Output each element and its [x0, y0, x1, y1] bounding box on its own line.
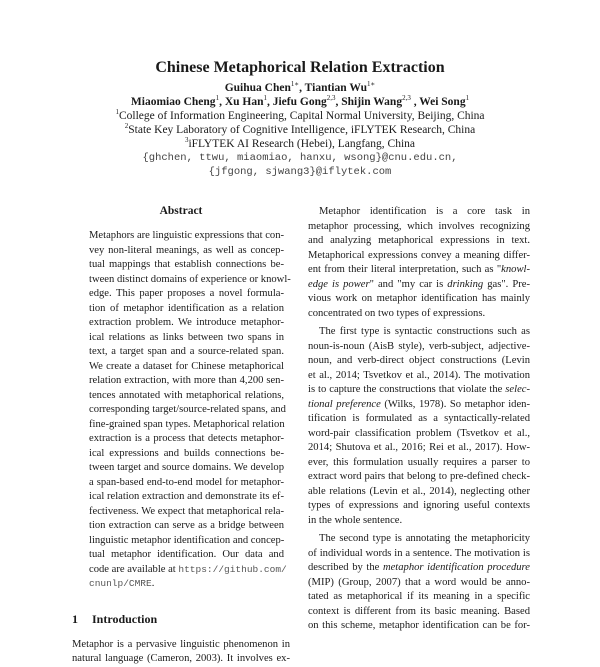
body-line: on this scheme, metaphor identification can be for-: [308, 620, 530, 631]
author-name: Tiantian Wu: [304, 82, 368, 94]
italic-run: metaphor identification procedure: [382, 562, 530, 573]
affiliation-2: [60, 123, 540, 137]
paragraph-first-type: [308, 325, 530, 528]
body-line: Metaphorical expressions convey a meaning differ-: [308, 249, 530, 261]
italic-run: selec-: [505, 384, 530, 395]
affiliation-sup: 1: [115, 108, 119, 116]
abstract-line: extraction is a process that detects metaphor-: [89, 433, 284, 444]
author-name: Xu Han: [224, 96, 264, 108]
abstract-line: Metaphors are linguistic expressions that con-: [89, 230, 285, 241]
abstract-line: tween target and source domains. We develop: [89, 462, 284, 473]
body-line: 2014; Shutova et al., 2016; Rei et al., 2017). How-: [308, 442, 530, 453]
authors-line-1: Guihua Chen$^{1∗}$, Tiantian $Wu^{1∗}$: [224, 80, 376, 94]
paragraph-metaphor-identification: [308, 205, 530, 321]
paper-header: [60, 58, 540, 179]
equal-contribution-mark: ∗: [294, 80, 300, 88]
body-line: metaphor processing, which involves recognizing: [308, 220, 530, 232]
email-line-1: {ghchen, ttwu, miaomiao, hanxu, wsong}@cnu.edu.cn,: [142, 152, 458, 164]
author-affiliation-sup: 1: [290, 80, 295, 88]
author-name: Wei Song: [419, 96, 466, 108]
abstract-line: fine-grained span types. Metaphorical relation: [89, 418, 285, 430]
author-name: Miaomiao Cheng: [130, 96, 216, 108]
author-name: Shijin Wang: [341, 96, 403, 108]
abstract-line: linguistic metaphor identification and concep-: [89, 534, 285, 546]
code-url-link[interactable]: cnunlp/CMRE: [89, 578, 152, 589]
body-line: [308, 561, 530, 576]
abstract-line: text, a target span and a source-related span.: [89, 346, 284, 357]
authors-line-2: Miaomiao Cheng$^1$, Xu Han$^1$, Jiefu Gong$^{2,3}$, Shijin Wang$^{2,3}$ , Wei Song$^1$: [130, 94, 470, 108]
body-line: concentrated on two types of expressions.: [308, 307, 486, 319]
abstract-line: [89, 563, 287, 578]
abstract-line: edge. This paper proposes a novel formula-: [89, 288, 284, 299]
abstract-line: corresponding target/source-related spans, and: [89, 404, 286, 415]
abstract-line: tion of metaphor identification as a relation: [89, 302, 284, 314]
italic-run: edge is power: [308, 278, 370, 290]
body-line: word-pair classification problem (Tsvetkov et al.,: [308, 427, 530, 439]
text-run: is to capture the constructions that violate the: [308, 384, 506, 395]
italic-run: tional preference: [308, 398, 381, 410]
author-affiliation-sup: 1: [465, 94, 470, 102]
body-line: The first type is syntactic constructions such as: [319, 326, 530, 337]
right-column: [308, 205, 530, 634]
text-run: gas". Pre-: [483, 278, 530, 290]
abstract-line: a span-based end-to-end model for metaphor-: [89, 476, 284, 488]
body-line: ever, this formulation usually requires a parser to: [308, 456, 530, 468]
email-line-2: {jfgong, sjwang3}@iflytek.com: [208, 166, 392, 178]
italic-run: drinking: [447, 278, 484, 290]
body-line: extract word pairs that belong to pre-defined check-: [308, 471, 530, 482]
abstract-line: vey non-literal meanings, as well as concep-: [89, 244, 284, 256]
body-line: in the whole sentence.: [308, 514, 403, 526]
author-affiliation-sup: 1: [367, 80, 371, 88]
body-line: noun-is-noun (AisB style), verb-subject, adjective-: [308, 340, 530, 352]
equal-contribution-mark: ∗: [370, 80, 376, 88]
punctuation: .: [151, 578, 155, 589]
body-line: of individual words in a sentence. The motivation is: [308, 547, 530, 559]
body-line: vious work on metaphor identification has mainly: [308, 293, 530, 304]
affiliation-3: [60, 137, 540, 151]
body-line: able relations (Levin et al., 2014), neglecting other: [308, 485, 530, 497]
section-title: Introduction: [92, 611, 158, 626]
body-line: and analyzing metaphorical expressions in text.: [308, 235, 530, 246]
body-line: The second type is annotating the metaphoricity: [319, 533, 530, 544]
abstract-line: tion extraction can serve as a bridge between: [89, 520, 284, 531]
author-affiliation-sup: 1: [263, 94, 267, 102]
section-heading-introduction: [72, 612, 290, 626]
paper-title: Chinese Metaphorical Relation Extraction: [155, 59, 445, 76]
body-line: et al., 2014; Tsvetkov et al., 2014). The motivation: [308, 369, 530, 381]
author-affiliation-sup: 2,3: [326, 94, 336, 102]
abstract-body: [89, 229, 291, 592]
code-url-link[interactable]: https://github.com/: [178, 563, 287, 575]
abstract-line: relation extraction, with more than 4,200 sen-: [89, 375, 284, 386]
text-run: " and "my car is: [369, 278, 448, 290]
abstract-line: ical relation extraction and demonstrate its ef-: [89, 491, 284, 502]
abstract-line: ical expressions and builds connections be-: [89, 447, 284, 459]
author-name: Jiefu Gong: [272, 96, 327, 108]
body-line: context is different from its basic meaning. Based: [308, 605, 530, 617]
body-line: types of expressions and ignoring useful contexts: [308, 500, 530, 511]
affiliation-1: [60, 109, 540, 123]
text-run: (Wilks, 1978). So metaphor iden-: [380, 398, 531, 410]
abstract-line: [89, 577, 284, 592]
affiliation-sup: 3: [184, 136, 189, 144]
abstract-line: We create a dataset for Chinese metaphorical: [89, 360, 284, 372]
intro-line: Metaphor is a pervasive linguistic phenomenon in: [72, 638, 290, 650]
code-availability-text: code are available at: [89, 563, 179, 575]
paragraph-second-type: [308, 532, 530, 634]
author-name: Guihua Chen: [224, 82, 291, 94]
body-line: tated as metaphorical if its meaning in a specific: [308, 591, 530, 602]
affiliation-text: iFLYTEK AI Research (Hebei), Langfang, China: [188, 138, 416, 150]
abstract-line: ical relations as links between two spans in: [89, 331, 284, 343]
body-line: [308, 278, 530, 293]
affiliation-sup: 2: [124, 122, 129, 130]
abstract-line: tual metaphor identification. Our data and: [89, 549, 284, 560]
body-line: (MIP) (Group, 2007) that a word would be anno-: [308, 576, 530, 588]
abstract-line: extraction problem. We introduce metaphor-: [89, 317, 284, 328]
text-run: ent from their literal interpretation, such as ": [308, 264, 502, 275]
affiliation-text: College of Information Engineering, Capital Normal University, Beijing, China: [118, 110, 485, 122]
body-line: [308, 398, 530, 413]
author-affiliation-sup: 2,3: [402, 94, 411, 102]
abstract-line: tual mappings that establish connections be-: [89, 259, 284, 270]
text-run: described by the: [308, 562, 383, 573]
author-affiliation-sup: 1: [215, 94, 220, 102]
left-column: [72, 204, 290, 667]
italic-run: knowl-: [501, 264, 530, 275]
abstract-line: tween distinct domains of experience or knowl-: [89, 273, 291, 285]
section-number: 1: [72, 611, 78, 626]
body-line: [308, 383, 530, 398]
intro-line: natural language (Cameron, 2003). It involves ex-: [72, 653, 290, 664]
body-line: noun, and verb-direct object constructions (Levin: [308, 355, 530, 366]
body-line: tification is formulated as a syntactically-related: [308, 413, 530, 424]
affiliation-text: State Key Laboratory of Cognitive Intelligence, iFLYTEK Research, China: [128, 124, 476, 136]
abstract-line: fectiveness. We expect that metaphorical rela-: [89, 505, 284, 517]
abstract-line: tences annotated with metaphorical relations,: [89, 389, 284, 401]
intro-paragraph: [72, 638, 290, 667]
abstract-heading: Abstract: [159, 205, 203, 217]
body-line: Metaphor identification is a core task in: [319, 206, 530, 217]
body-line: [308, 263, 530, 278]
